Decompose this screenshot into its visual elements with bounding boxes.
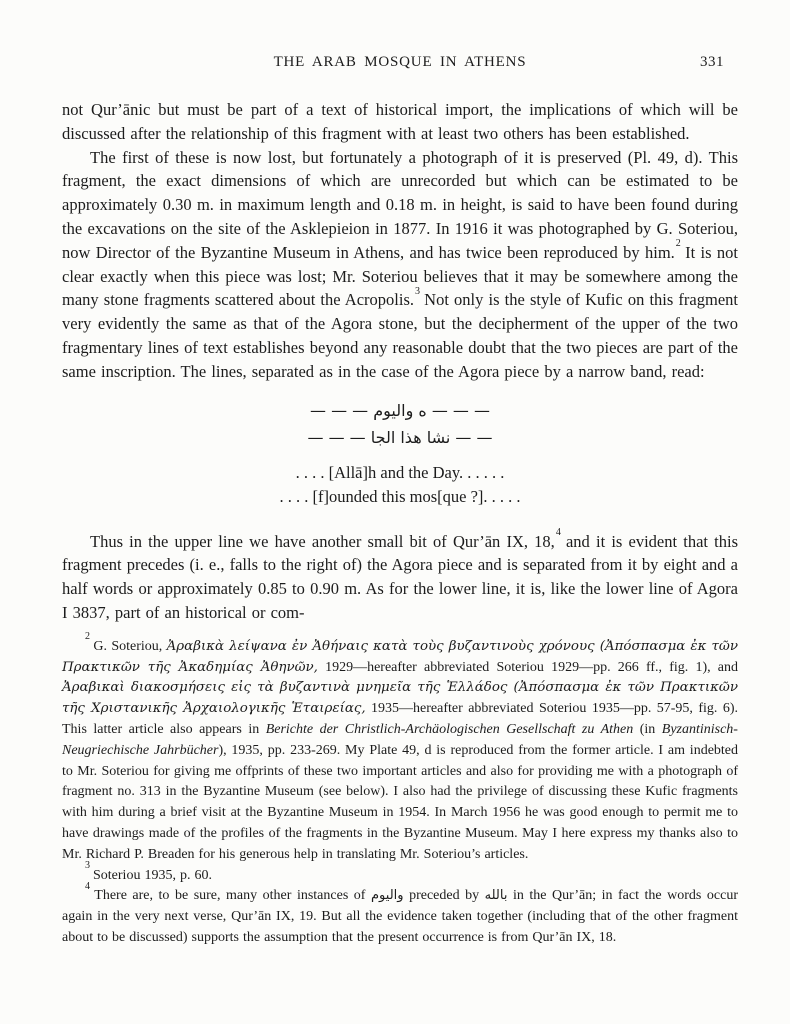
paragraph-fragment-history (62, 146, 738, 384)
translation-line-2: . . . . [f]ounded this mos[que ?]. . . . . (279, 487, 521, 507)
arabic-word-walyawm: واليوم (371, 888, 404, 904)
greek-title-1: Ἀραβικὰ λείψανα ἐν Ἀθήναις κατὰ τοὺς βυζαντινοὺς χρόνους (Ἀπόσπασμα ἐκ τῶν Πρακτικῶν τῆς Ἀκαδημίας Ἀθηνῶν, (62, 638, 738, 675)
footnotes-section (62, 631, 739, 949)
footnote-text: 1935—hereafter abbreviated Soteriou 1935—pp. 57-95, fig. 6). This latter article also appears in (62, 701, 738, 737)
paragraph-analysis (62, 527, 738, 625)
arabic-inscription-line-1: — — — ه واليوم — — — (309, 400, 491, 420)
inscription-translation-block (62, 461, 738, 510)
footnote-2 (62, 631, 739, 866)
footnote-text: 1929—hereafter abbreviated Soteriou 1929—pp. 266 ff., fig. 1), and (317, 659, 739, 675)
footnote-text: preceded by (403, 888, 485, 904)
footnote-text: G. Soteriou, (89, 638, 167, 654)
footnote-number: 2 (85, 631, 90, 643)
arabic-inscription-line-2: — — نشا هذا الجا — — — (307, 427, 493, 447)
paragraph-text: It is not clear exactly when this piece was lost; Mr. Soteriou believes that it may be somewhere among the many stone fragments scattered about the Acropolis. (62, 242, 738, 310)
arabic-inscription-block (62, 397, 738, 451)
footnote-number: 4 (85, 880, 90, 892)
footnote-text: (in (633, 721, 662, 737)
footnote-3 (62, 859, 738, 887)
footnote-text: Soteriou 1935, p. 60. (89, 867, 212, 883)
paragraph-text: and it is evident that this fragment precedes (i. e., falls to the right of) the Agora piece and is separated from it by eight and a half words or approximately 0.85 to 0.90 m. As for the lower line, it is, like the lower line of Agora I 3837, part of an historical or com- (62, 531, 738, 622)
journal-title-german-2: Byzantinisch-Neugriechische Jahrbücher (62, 721, 738, 758)
paragraph-text: Thus in the upper line we have another small bit of Qur’ān IX, 18, (90, 531, 555, 551)
article-body (62, 98, 738, 625)
greek-title-2: Ἀραβικαὶ διακοσμήσεις εἰς τὰ βυζαντινὰ μνημεῖα τῆς Ἑλλάδος (Ἀπόσπασμα ἐκ τῶν Πρακτικῶν τῆς Χριστανικῆς Ἀρχαιολογικῆς Ἑταιρείας, (62, 680, 738, 717)
footnote-text: in the Qur’ān; in fact the words occur again in the very next verse, Qur’ān IX, 19. But all the evidence taken together (including that of the other fragment about to be discussed) supports the assumption that the present occurrence is from Qur’ān IX, 18. (62, 888, 738, 945)
page-number: 331 (700, 54, 724, 70)
footnote-text: ), 1935, pp. 233-269. My Plate 49, d is reproduced from the former article. I am indebted to Mr. Soteriou for giving me offprints of these two important articles and also for providing me with a photograph of fragment no. 313 in the Byzantine Museum (see below). I also had the privilege of discussing these Kufic fragments with him during a brief visit at the Byzantine Museum in 1954. In March 1956 he was good enough to permit me to have drawings made of the profiles of the fragments in the Byzantine Museum. May I here express my thanks also to Mr. Richard P. Breaden for his generous help in translating Mr. Soteriou’s articles. (62, 742, 739, 862)
paragraph-continuation: not Qur’ānic but must be part of a text of historical import, the implications of which will be discussed after the relationship of this fragment with at least two others has been established. (62, 100, 738, 143)
footnote-ref-3: 3 (415, 285, 421, 297)
arabic-word-billah: بالله (484, 888, 508, 904)
footnote-text: There are, to be sure, many other instances of (89, 888, 371, 904)
footnote-4 (62, 880, 738, 948)
running-title: THE ARAB MOSQUE IN ATHENS (273, 54, 527, 70)
footnote-ref-4: 4 (555, 527, 561, 539)
footnote-ref-2: 2 (675, 238, 681, 250)
paragraph-text: The first of these is now lost, but fortunately a photograph of it is preserved (Pl. 49, d). This fragment, the exact dimensions of which are unrecorded but which can be estimated to be approximately 0.30 m. in maximum length and 0.18 m. in height, is said to have been found during the excavations on the site of the Asklepieion in 1877. In 1916 it was photographed by G. Soteriou, now Director of the Byzantine Museum in Athens, and has twice been reproduced by him. (62, 147, 738, 262)
translation-line-1: . . . . [Allā]h and the Day. . . . . . (295, 462, 505, 482)
footnote-number: 3 (85, 859, 90, 871)
paragraph-text: Not only is the style of Kufic on this fragment very evidently the same as that of the Agora stone, but the decipherment of the upper of the two fragmentary lines of text establishes beyond any reasonable doubt that the two pieces are part of the same inscription. The lines, separated as in the case of the Agora piece by a narrow band, read: (62, 290, 738, 381)
journal-title-german: Berichte der Christlich-Archäologischen Gesellschaft zu Athen (265, 721, 634, 737)
running-head (62, 54, 738, 76)
